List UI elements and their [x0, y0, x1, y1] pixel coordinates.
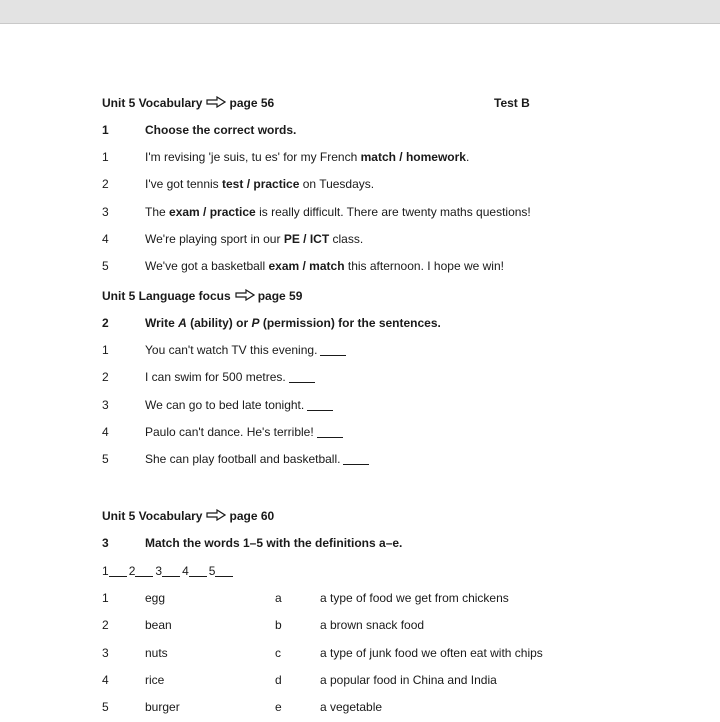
item-number: 4: [102, 673, 109, 687]
ex2-instruction-p: P: [251, 316, 260, 330]
item-letter: e: [275, 700, 282, 714]
section3-page-ref: page 60: [229, 509, 275, 523]
item-sentence: [145, 368, 315, 386]
ex3-item: [0, 671, 720, 689]
answer-number: 4: [182, 564, 189, 578]
ex2-item: [0, 396, 720, 414]
section1-header: [0, 94, 720, 112]
page-arrow-icon: [235, 289, 255, 301]
ex3-instruction-row: [0, 534, 720, 552]
ex1-instruction: Choose the correct words.: [145, 123, 297, 137]
item-definition: a type of junk food we often eat with chips: [320, 646, 543, 660]
sentence-text: on Tuesdays.: [299, 177, 375, 191]
answer-blank[interactable]: [189, 565, 207, 577]
answer-blank[interactable]: [320, 344, 346, 356]
item-word: rice: [145, 673, 165, 687]
item-number: 3: [102, 646, 109, 660]
sentence-text: I'm revising 'je suis, tu es' for my French: [145, 150, 361, 164]
item-letter: d: [275, 673, 282, 687]
test-label: Test B: [494, 96, 530, 110]
ex2-item: [0, 341, 720, 359]
ex3-item: [0, 616, 720, 634]
sentence-text: Paulo can't dance. He's terrible!: [145, 425, 314, 439]
ex1-item: [0, 257, 720, 275]
answer-blank[interactable]: [307, 399, 333, 411]
answer-number: 1: [102, 564, 109, 578]
item-sentence: [145, 423, 343, 441]
ex2-number: 2: [102, 316, 109, 330]
section3-title: Unit 5 Vocabulary: [102, 509, 203, 523]
item-number: 5: [102, 259, 109, 273]
item-sentence: [145, 230, 363, 248]
ex3-number: 3: [102, 536, 109, 550]
sentence-text: You can't watch TV this evening.: [145, 343, 318, 357]
item-word: nuts: [145, 646, 168, 660]
item-definition: a brown snack food: [320, 618, 425, 632]
answer-number: 2: [128, 564, 136, 578]
ex1-item: [0, 148, 720, 166]
answer-blank[interactable]: [317, 426, 343, 438]
item-definition: a type of food we get from chickens: [320, 591, 509, 605]
item-number: 4: [102, 232, 109, 246]
item-letter: c: [275, 646, 281, 660]
item-sentence: [145, 257, 504, 275]
sentence-text: is really difficult. There are twenty maths questions!: [255, 205, 531, 219]
item-number: 4: [102, 425, 109, 439]
item-word: burger: [145, 700, 180, 714]
ex2-instruction-a: A: [178, 316, 187, 330]
sentence-text: We've got a basketball: [145, 259, 269, 273]
section3-heading: [102, 507, 274, 525]
word-choice: exam / match: [268, 259, 345, 273]
item-number: 2: [102, 618, 109, 632]
section2-heading: [102, 287, 302, 305]
ex2-instruction-part: (permission) for the sentences.: [259, 316, 441, 330]
sentence-text: I've got tennis: [145, 177, 223, 191]
section2-title: Unit 5 Language focus: [102, 289, 231, 303]
answer-blank[interactable]: [343, 453, 369, 465]
item-sentence: [145, 148, 469, 166]
ex2-item: [0, 423, 720, 441]
item-number: 1: [102, 343, 109, 357]
item-sentence: [145, 203, 531, 221]
item-word: egg: [145, 591, 166, 605]
worksheet-page: [0, 24, 720, 722]
item-number: 1: [102, 150, 109, 164]
answer-blank[interactable]: [162, 565, 180, 577]
ex1-instruction-row: [0, 121, 720, 139]
word-choice: PE / ICT: [283, 232, 330, 246]
item-number: 5: [102, 700, 109, 714]
ex3-item: [0, 589, 720, 607]
item-definition: a vegetable: [320, 700, 383, 714]
item-sentence: [145, 175, 374, 193]
answer-blank[interactable]: [215, 565, 233, 577]
item-number: 2: [102, 177, 109, 191]
section3-header: [0, 507, 720, 525]
ex1-number: 1: [102, 123, 109, 137]
answer-blank[interactable]: [289, 371, 315, 383]
page-arrow-icon: [206, 96, 226, 108]
ex2-instruction-part: (ability) or: [186, 316, 252, 330]
sentence-text: this afternoon. I hope we win!: [344, 259, 504, 273]
sentence-text: We can go to bed late tonight.: [145, 398, 305, 412]
answer-blank-group: [102, 562, 235, 580]
page-arrow-icon: [206, 509, 226, 521]
sentence-text: I can swim for 500 metres.: [145, 370, 286, 384]
ex2-instruction-row: [0, 314, 720, 332]
item-number: 2: [102, 370, 109, 384]
answer-number: 5: [208, 564, 216, 578]
item-sentence: [145, 450, 369, 468]
section1-heading: [102, 94, 274, 112]
ex3-answer-blanks: [0, 562, 720, 580]
ex3-item: [0, 644, 720, 662]
word-choice: exam / practice: [169, 205, 256, 219]
sentence-text: The: [145, 205, 170, 219]
section1-title: Unit 5 Vocabulary: [102, 96, 203, 110]
sentence-text: We're playing sport in our: [145, 232, 284, 246]
ex2-instruction: [145, 314, 441, 332]
word-choice: match / homework: [360, 150, 466, 164]
section2-header: [0, 287, 720, 305]
item-letter: b: [275, 618, 282, 632]
ex2-item: [0, 368, 720, 386]
item-definition: a popular food in China and India: [320, 673, 497, 687]
item-number: 3: [102, 398, 109, 412]
item-sentence: [145, 341, 346, 359]
word-choice: test / practice: [222, 177, 300, 191]
answer-blank[interactable]: [109, 565, 127, 577]
ex2-instruction-part: Write: [145, 316, 179, 330]
ex1-item: [0, 203, 720, 221]
item-letter: a: [275, 591, 282, 605]
ex3-instruction: Match the words 1–5 with the definitions a–e.: [145, 536, 403, 550]
ex1-item: [0, 175, 720, 193]
section1-page-ref: page 56: [229, 96, 275, 110]
item-sentence: [145, 396, 333, 414]
item-word: bean: [145, 618, 172, 632]
item-number: 3: [102, 205, 109, 219]
viewer-toolbar: [0, 0, 720, 24]
section2-page-ref: page 59: [257, 289, 303, 303]
answer-blank[interactable]: [135, 565, 153, 577]
ex2-item: [0, 450, 720, 468]
answer-number: 3: [155, 564, 163, 578]
ex3-item: [0, 698, 720, 716]
sentence-text: class.: [329, 232, 364, 246]
sentence-text: .: [465, 150, 470, 164]
sentence-text: She can play football and basketball.: [145, 452, 341, 466]
ex1-item: [0, 230, 720, 248]
item-number: 5: [102, 452, 109, 466]
item-number: 1: [102, 591, 109, 605]
